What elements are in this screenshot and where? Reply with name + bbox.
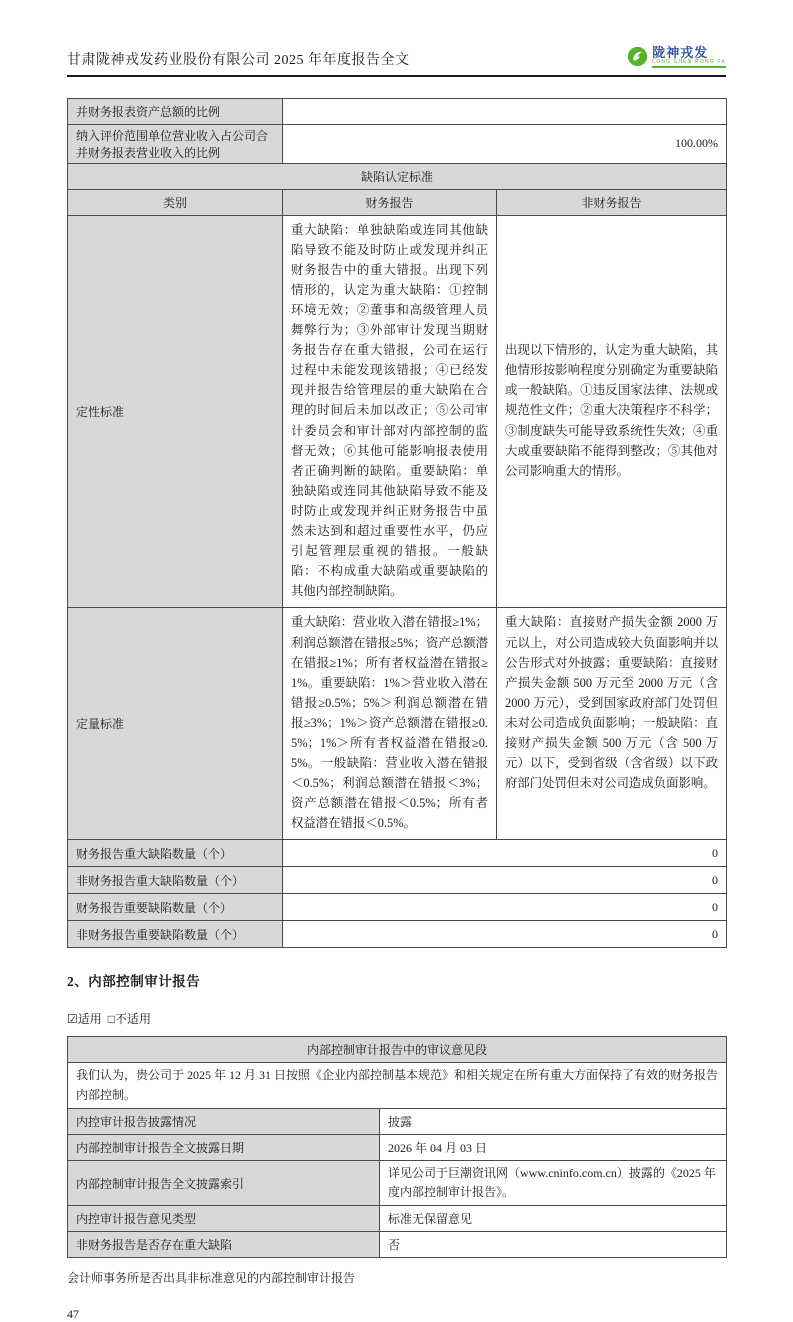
table-row bbox=[68, 124, 727, 163]
row-value: 披露 bbox=[380, 1108, 727, 1134]
row-value: 详见公司于巨潮资讯网（www.cninfo.com.cn）披露的《2025 年度内部控制审计报告》。 bbox=[380, 1160, 727, 1205]
qualitative-criteria-row bbox=[68, 215, 727, 608]
page-number: 47 bbox=[67, 1307, 79, 1322]
document-title: 甘肃陇神戎发药业股份有限公司 2025 年年度报告全文 bbox=[67, 52, 410, 68]
table-row bbox=[68, 1232, 727, 1258]
row-label: 非财务报告重大缺陷数量（个） bbox=[68, 867, 283, 894]
qualitative-nonfinancial-text: 出现以下情形的，认定为重大缺陷，其他情形按影响程度分别确定为重要缺陷或一般缺陷。①违反国家法律、法规或规范性文件；②重大决策程序不科学；③制度缺失可能导致系统性失效；④重大或重要缺陷不能得到整改；⑤其他对公司影响重大的情形。 bbox=[497, 215, 727, 608]
column-header-row bbox=[68, 189, 727, 215]
company-logo bbox=[627, 46, 726, 69]
table-row bbox=[68, 1160, 727, 1205]
qualitative-financial-text: 重大缺陷：单独缺陷或连同其他缺陷导致不能及时防止或发现并纠正财务报告中的重大错报。出现下列情形的，认定为重大缺陷：①控制环境无效；②董事和高级管理人员舞弊行为；③外部审计发现当期财务报告存在重大错报，公司在运行过程中未能发现该错报；④已经发现并报告给管理层的重大缺陷在合理的时间后未加以改正；⑤公司审计委员会和审计部对内部控制的监督无效；⑥其他可能影响报表使用者正确判断的缺陷。重要缺陷：单独缺陷或连同其他缺陷导致不能及时防止或发现并纠正财务报告中虽然未达到和超过重要性水平，仍应引起管理层重视的错报。一般缺陷：不构成重大缺陷或重要缺陷的其他内部控制缺陷。 bbox=[283, 215, 497, 608]
criteria-category-label: 定性标准 bbox=[68, 215, 283, 608]
row-label: 纳入评价范围单位营业收入占公司合并财务报表营业收入的比例 bbox=[68, 124, 283, 163]
row-value: 0 bbox=[283, 894, 727, 921]
table-row bbox=[68, 840, 727, 867]
row-value: 100.00% bbox=[283, 124, 727, 163]
row-value: 2026 年 04 月 03 日 bbox=[380, 1134, 727, 1160]
column-header-financial: 财务报告 bbox=[283, 189, 497, 215]
row-label: 财务报告重要缺陷数量（个） bbox=[68, 894, 283, 921]
row-value: 标准无保留意见 bbox=[380, 1206, 727, 1232]
row-value: 0 bbox=[283, 867, 727, 894]
quantitative-financial-text: 重大缺陷：营业收入潜在错报≥1%；利润总额潜在错报≥5%；资产总额潜在错报≥1%；所有者权益潜在错报≥1%。重要缺陷：1%＞营业收入潜在错报≥0.5%；5%＞利润总额潜在错报≥3%；1%＞资产总额潜在错报≥0.5%；1%＞所有者权益潜在错报≥0.5%。一般缺陷：营业收入潜在错报＜0.5%；利润总额潜在错报＜3%；资产总额潜在错报＜0.5%；所有者权益潜在错报＜0.5%。 bbox=[283, 608, 497, 840]
row-label: 内控审计报告披露情况 bbox=[68, 1108, 380, 1134]
column-header-category: 类别 bbox=[68, 189, 283, 215]
table-row bbox=[68, 98, 727, 124]
section-header-cell: 缺陷认定标准 bbox=[68, 163, 727, 189]
table-row bbox=[68, 1206, 727, 1232]
applicable-checkbox[interactable]: ☑适用 bbox=[67, 1012, 102, 1027]
criteria-category-label: 定量标准 bbox=[68, 608, 283, 840]
applicability-line bbox=[67, 1010, 726, 1027]
defect-standard-table bbox=[67, 98, 727, 949]
row-label: 非财务报告是否存在重大缺陷 bbox=[68, 1232, 380, 1258]
table-row bbox=[68, 921, 727, 948]
row-label: 内部控制审计报告全文披露索引 bbox=[68, 1160, 380, 1205]
quantitative-nonfinancial-text: 重大缺陷：直接财产损失金额 2000 万元以上，对公司造成较大负面影响并以公告形式对外披露；重要缺陷：直接财产损失金额 500 万元至 2000 万元（含 2000 万元），受到国家政府部门处罚但未对公司造成负面影响；一般缺陷：直接财产损失金额 500 万元（含 500 万元）以下，受到省级（含省级）以下政府部门处罚但未对公司造成负面影响。 bbox=[497, 608, 727, 840]
row-label: 并财务报表资产总额的比例 bbox=[68, 98, 283, 124]
table-row bbox=[68, 1134, 727, 1160]
table-row bbox=[68, 894, 727, 921]
opinion-text: 我们认为，贵公司于 2025 年 12 月 31 日按照《企业内部控制基本规范》和相关规定在所有重大方面保持了有效的财务报告内部控制。 bbox=[68, 1063, 727, 1108]
not-applicable-checkbox[interactable]: □不适用 bbox=[107, 1012, 152, 1027]
logo-english-name: LONG SHEN RONG FA bbox=[652, 58, 726, 65]
row-label: 财务报告重大缺陷数量（个） bbox=[68, 840, 283, 867]
opinion-text-row bbox=[68, 1063, 727, 1108]
row-value bbox=[283, 98, 727, 124]
page-header bbox=[67, 0, 726, 77]
table-row bbox=[68, 1108, 727, 1134]
row-value: 0 bbox=[283, 921, 727, 948]
table-header-row bbox=[68, 1037, 727, 1063]
row-value: 0 bbox=[283, 840, 727, 867]
footer-note: 会计师事务所是否出具非标准意见的内部控制审计报告 bbox=[67, 1271, 356, 1286]
row-label: 非财务报告重要缺陷数量（个） bbox=[68, 921, 283, 948]
company-logo-text bbox=[652, 46, 726, 68]
row-label: 内部控制审计报告全文披露日期 bbox=[68, 1134, 380, 1160]
row-label: 内控审计报告意见类型 bbox=[68, 1206, 380, 1232]
table-section-header-row bbox=[68, 163, 727, 189]
quantitative-criteria-row bbox=[68, 608, 727, 840]
column-header-nonfinancial: 非财务报告 bbox=[497, 189, 727, 215]
section-heading: 2、内部控制审计报告 bbox=[67, 974, 201, 990]
logo-chinese-name: 陇神戎发 bbox=[652, 45, 709, 60]
audit-report-table bbox=[67, 1036, 727, 1258]
table-row bbox=[68, 867, 727, 894]
row-value: 否 bbox=[380, 1232, 727, 1258]
company-logo-icon bbox=[627, 46, 648, 67]
audit-table-header: 内部控制审计报告中的审议意见段 bbox=[68, 1037, 727, 1063]
